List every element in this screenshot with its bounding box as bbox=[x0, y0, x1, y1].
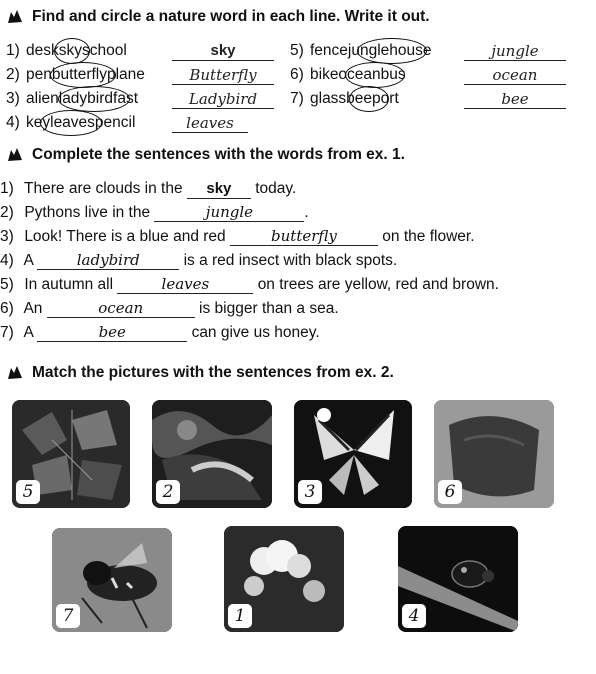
picture-label: 4 bbox=[402, 604, 426, 628]
exercise-2-title: Complete the sentences with the words from ex. 1. bbox=[6, 146, 405, 164]
picture-butterfly[interactable] bbox=[294, 400, 412, 508]
ex2-sentence-5: 5) In autumn all leaves on trees are yellow, red and brown. bbox=[0, 275, 499, 293]
ex1-answer-1[interactable]: sky bbox=[172, 44, 274, 61]
ex1-item-7: 7) glassbeeport bbox=[290, 90, 399, 107]
pencil-icon bbox=[6, 364, 24, 382]
picture-label: 2 bbox=[156, 480, 180, 504]
picture-label: 5 bbox=[16, 480, 40, 504]
ex1-answer-5[interactable]: jungle bbox=[464, 44, 566, 61]
picture-label: 6 bbox=[438, 480, 462, 504]
ex1-item-5: 5) fencejunglehouse bbox=[290, 42, 432, 59]
ex2-blank-3[interactable]: butterfly bbox=[230, 229, 378, 246]
ex2-blank-6[interactable]: ocean bbox=[47, 301, 195, 318]
picture-label: 3 bbox=[298, 480, 322, 504]
ex2-blank-1[interactable]: sky bbox=[187, 182, 251, 199]
ex1-answer-2[interactable]: Butterfly bbox=[172, 68, 274, 85]
ex2-blank-4[interactable]: ladybird bbox=[37, 253, 179, 270]
ex2-blank-5[interactable]: leaves bbox=[117, 277, 253, 294]
picture-sky[interactable] bbox=[224, 526, 344, 632]
pencil-icon bbox=[6, 8, 24, 26]
ex2-sentence-6: 6) An ocean is bigger than a sea. bbox=[0, 299, 339, 317]
ex1-item-1: 1) deskskyschool bbox=[6, 42, 127, 59]
ex2-sentence-2: 2) Pythons live in the jungle . bbox=[0, 203, 309, 221]
ex1-item-3: 3) alienladybirdfast bbox=[6, 90, 139, 107]
ex1-answer-4[interactable]: leaves bbox=[172, 116, 248, 133]
ex1-item-2: 2) penbutterflyplane bbox=[6, 66, 145, 83]
ex2-sentence-1: 1) There are clouds in the sky today. bbox=[0, 180, 297, 197]
picture-bee[interactable] bbox=[52, 528, 172, 632]
exercise-3-title: Match the pictures with the sentences from ex. 2. bbox=[6, 364, 394, 382]
ex1-item-4: 4) keyleavespencil bbox=[6, 114, 136, 131]
exercise-1-title: Find and circle a nature word in each line. Write it out. bbox=[6, 8, 430, 26]
ex2-sentence-7: 7) A bee can give us honey. bbox=[0, 323, 320, 341]
ex2-sentence-4: 4) A ladybird is a red insect with black spots. bbox=[0, 251, 398, 269]
ex2-sentence-3: 3) Look! There is a blue and red butterfly on the flower. bbox=[0, 227, 475, 245]
ex1-answer-6[interactable]: ocean bbox=[464, 68, 566, 85]
ex1-answer-3[interactable]: Ladybird bbox=[172, 92, 274, 109]
picture-ocean[interactable] bbox=[434, 400, 554, 508]
ex1-item-6: 6) bikeoceanbus bbox=[290, 66, 406, 83]
ex2-blank-2[interactable]: jungle bbox=[154, 205, 304, 222]
picture-leaves[interactable] bbox=[12, 400, 130, 508]
ex2-blank-7[interactable]: bee bbox=[37, 325, 187, 342]
picture-jungle[interactable] bbox=[152, 400, 272, 508]
pencil-icon bbox=[6, 146, 24, 164]
picture-label: 1 bbox=[228, 604, 252, 628]
picture-ladybird[interactable] bbox=[398, 526, 518, 632]
ex1-answer-7[interactable]: bee bbox=[464, 92, 566, 109]
picture-label: 7 bbox=[56, 604, 80, 628]
